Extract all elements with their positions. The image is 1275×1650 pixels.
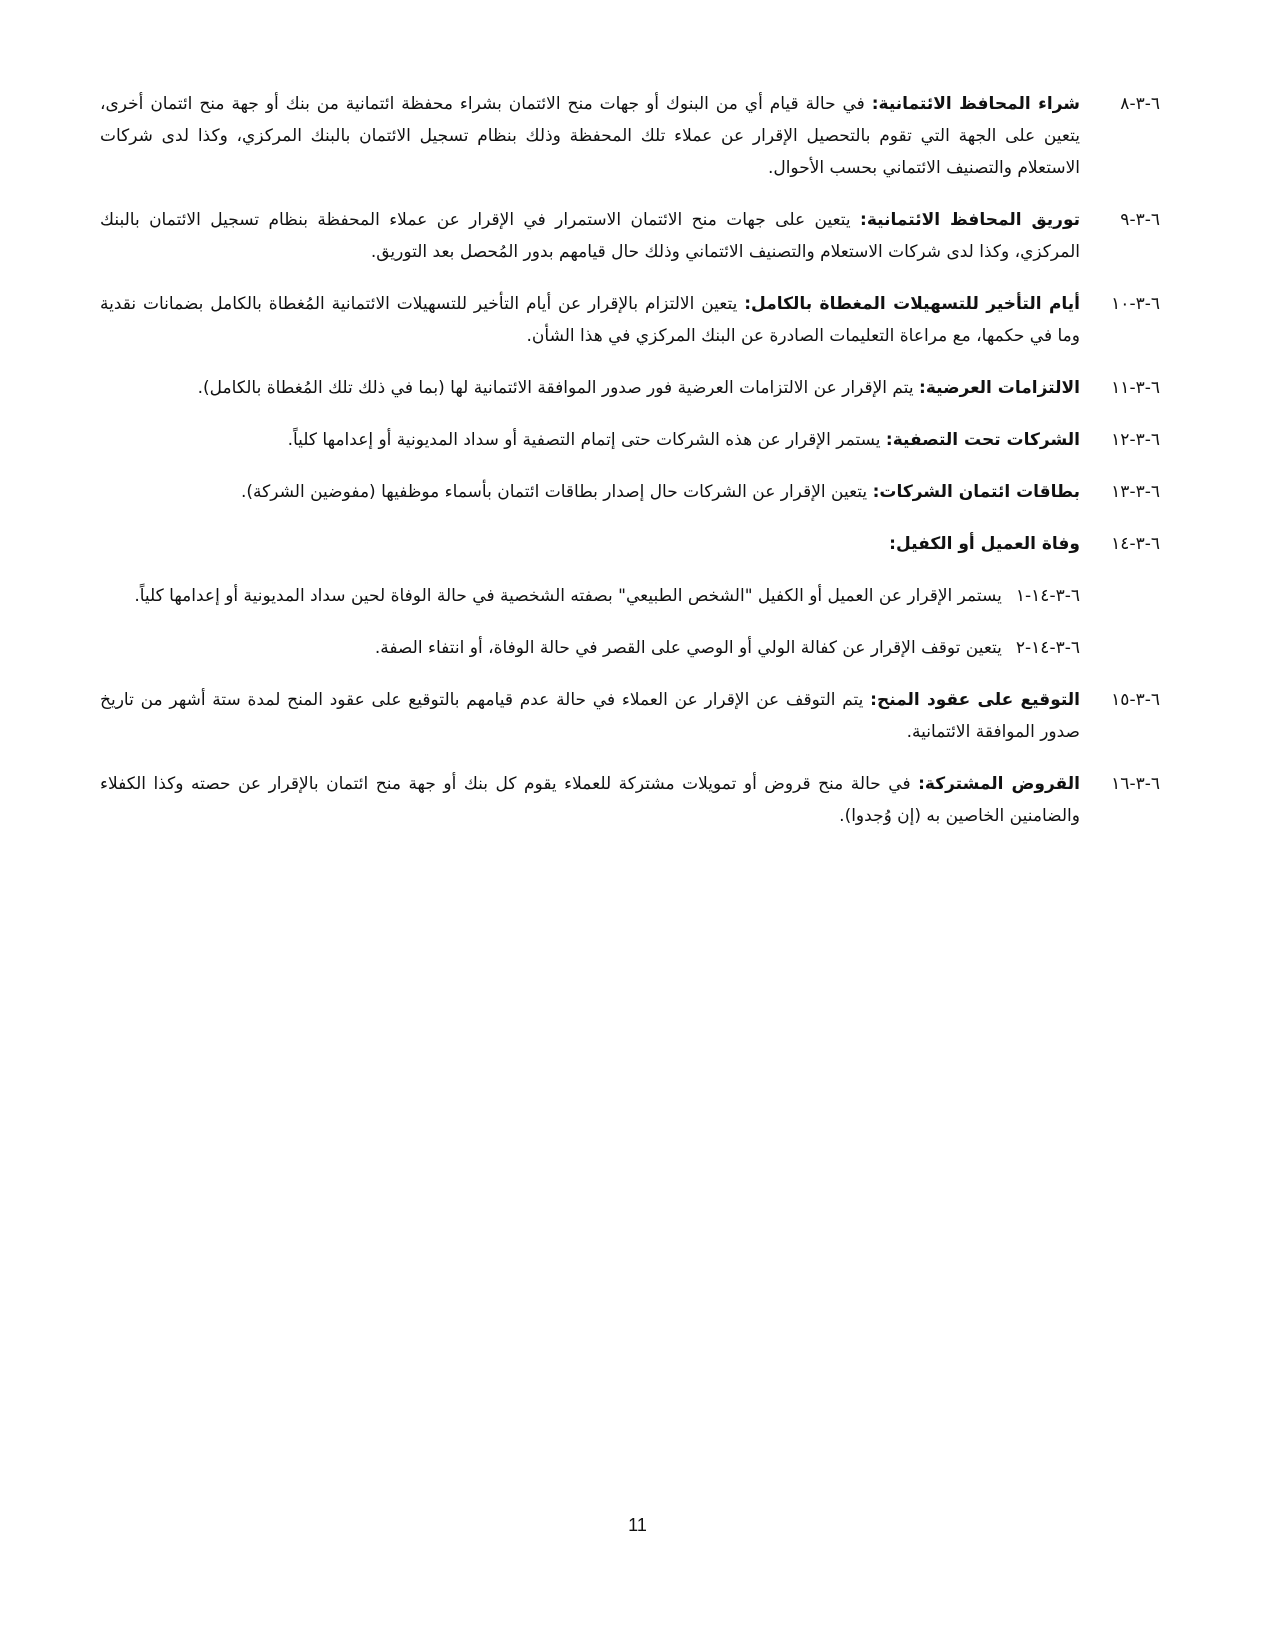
clause-body: يتعين الالتزام بالإقرار عن أيام التأخير للتسهيلات الائتمانية المُغطاة بالكامل بضمانات نقدية وما في حكمها، مع مراعاة التعليمات الصادرة عن البنك المركزي في هذا الشأن. xyxy=(100,294,1080,346)
clause-6-3-12 xyxy=(100,424,1160,456)
document-body xyxy=(100,88,1160,852)
clause-body: يتم الإقرار عن الالتزامات العرضية فور صدور الموافقة الائتمانية لها (بما في ذلك تلك المُغطاة بالكامل). xyxy=(197,378,920,398)
subclause-6-3-14-1 xyxy=(100,580,1160,612)
clause-6-3-14 xyxy=(100,528,1160,560)
clause-number: ٦-٣-١٦ xyxy=(1111,774,1160,794)
clause-title: توريق المحافظ الائتمانية: xyxy=(860,210,1081,230)
subclause-body: يستمر الإقرار عن العميل أو الكفيل "الشخص الطبيعي" بصفته الشخصية في حالة الوفاة لحين سداد المديونية أو إعدامها كلياً. xyxy=(134,586,1002,606)
clause-body: يتم التوقف عن الإقرار عن العملاء في حالة عدم قيامهم بالتوقيع على عقود المنح لمدة ستة أشهر من تاريخ صدور الموافقة الائتمانية. xyxy=(100,690,1080,742)
clause-title: الالتزامات العرضية: xyxy=(919,378,1080,398)
clause-number: ٦-٣-١٥ xyxy=(1111,690,1160,710)
clause-title: الشركات تحت التصفية: xyxy=(885,430,1080,450)
clause-title: أيام التأخير للتسهيلات المغطاة بالكامل: xyxy=(744,294,1081,314)
clause-6-3-11 xyxy=(100,372,1160,404)
subclause-body: يتعين توقف الإقرار عن كفالة الولي أو الوصي على القصر في حالة الوفاة، أو انتفاء الصفة. xyxy=(374,638,1002,658)
clause-number: ٦-٣-٨ xyxy=(1120,94,1160,114)
clause-title: وفاة العميل أو الكفيل: xyxy=(889,534,1080,554)
subclause-6-3-14-2 xyxy=(100,632,1160,664)
clause-title: بطاقات ائتمان الشركات: xyxy=(872,482,1080,502)
clause-body: يتعين على جهات منح الائتمان الاستمرار في الإقرار عن عملاء المحفظة بنظام تسجيل الائتمان بالبنك المركزي، وكذا لدى شركات الاستعلام والتصنيف الائتماني وذلك حال قيامهم بدور المُحصل بعد التوريق. xyxy=(100,210,1080,262)
clause-6-3-9 xyxy=(100,204,1160,268)
clause-title: شراء المحافظ الائتمانية: xyxy=(871,94,1080,114)
clause-body: في حالة منح قروض أو تمويلات مشتركة للعملاء يقوم كل بنك أو جهة منح ائتمان بالإقرار عن حصته وكذا الكفلاء والضامنين الخاصين به (إن وُجدوا). xyxy=(100,774,1080,826)
clause-number: ٦-٣-١٠ xyxy=(1111,294,1160,314)
clause-number: ٦-٣-١٢ xyxy=(1111,430,1160,450)
clause-6-3-8 xyxy=(100,88,1160,184)
clause-6-3-13 xyxy=(100,476,1160,508)
clause-number: ٦-٣-٩ xyxy=(1120,210,1160,230)
clause-6-3-10 xyxy=(100,288,1160,352)
clause-title: القروض المشتركة: xyxy=(918,774,1080,794)
clause-body: يستمر الإقرار عن هذه الشركات حتى إتمام التصفية أو سداد المديونية أو إعدامها كلياً. xyxy=(287,430,886,450)
clause-6-3-15 xyxy=(100,684,1160,748)
clause-body: يتعين الإقرار عن الشركات حال إصدار بطاقات ائتمان بأسماء موظفيها (مفوضين الشركة). xyxy=(240,482,873,502)
clause-title: التوقيع على عقود المنح: xyxy=(870,690,1080,710)
subclause-number: ٦-٣-١٤-٢ xyxy=(1015,638,1080,658)
clause-number: ٦-٣-١٣ xyxy=(1111,482,1160,502)
subclause-number: ٦-٣-١٤-١ xyxy=(1015,586,1080,606)
page-number: 11 xyxy=(628,1515,647,1535)
clause-body: في حالة قيام أي من البنوك أو جهات منح الائتمان بشراء محفظة ائتمانية من بنك أو جهة منح ائتمان أخرى، يتعين على الجهة التي تقوم بالتحصيل الإقرار عن عملاء تلك المحفظة وذلك بنظام تسجيل الائتمان بالبنك المركزي، وكذا لدى شركات الاستعلام والتصنيف الائتماني بحسب الأحوال. xyxy=(100,94,1080,178)
clause-number: ٦-٣-١٤ xyxy=(1111,534,1160,554)
clause-number: ٦-٣-١١ xyxy=(1111,378,1160,398)
clause-6-3-16 xyxy=(100,768,1160,832)
